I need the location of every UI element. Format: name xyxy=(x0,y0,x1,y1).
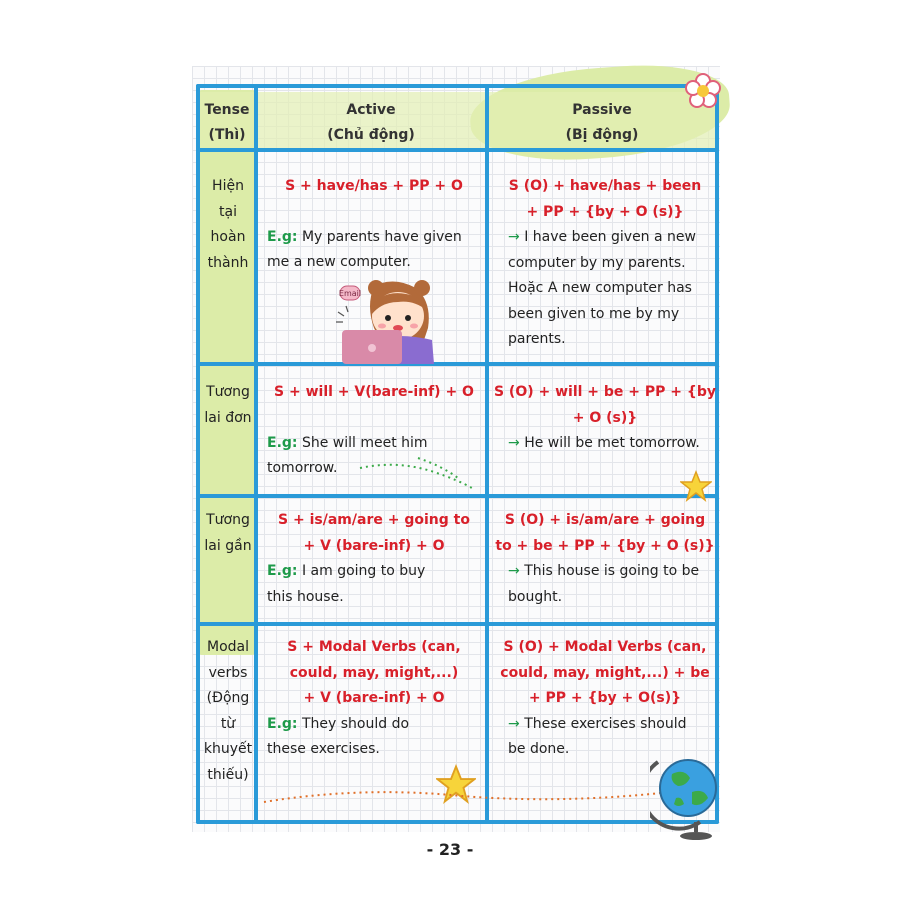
passive-formula-line: to + be + PP + {by + O (s)} xyxy=(495,537,715,554)
girl-laptop-illustration xyxy=(334,278,438,364)
page-number: - 23 - xyxy=(426,840,474,859)
example-line: They should do xyxy=(301,715,410,732)
sticker-text: Email xyxy=(338,289,362,298)
tense-line: verbs xyxy=(208,664,248,681)
active-formula-line: + V (bare-inf) + O xyxy=(303,690,445,706)
passive-formula-line: S (O) + is/am/are + going xyxy=(504,512,706,528)
header-tense xyxy=(200,98,254,148)
flower-icon xyxy=(684,72,722,110)
arrow-icon: → xyxy=(508,715,520,732)
star-icon xyxy=(680,470,712,502)
eg-label: E.g: xyxy=(267,715,298,732)
header-tense-label: Tense xyxy=(204,102,250,118)
row2-passive xyxy=(493,380,717,457)
header-active-sub: (Chủ động) xyxy=(327,127,415,143)
example-line: parents. xyxy=(508,331,566,347)
tense-line: Tương xyxy=(206,512,250,528)
example-line: I am going to buy xyxy=(301,563,426,579)
passive-example xyxy=(493,559,717,610)
passive-formula-line: S (O) + Modal Verbs (can, xyxy=(503,639,707,655)
row3-passive xyxy=(493,508,717,610)
active-example xyxy=(262,712,486,763)
passive-formula-line: + PP + {by + O (s)} xyxy=(526,203,684,220)
arrow-icon: → xyxy=(508,229,520,245)
header-passive-label: Passive xyxy=(572,102,632,118)
table-divider-row1 xyxy=(196,362,719,366)
active-formula-line: S + is/am/are + going to xyxy=(278,512,470,528)
example-line: Hoặc A new computer has xyxy=(508,280,692,296)
row4-active xyxy=(262,635,486,763)
row2-tense xyxy=(200,380,256,431)
passive-formula-line: could, may, might,...) + be xyxy=(500,664,710,681)
tense-line: Modal xyxy=(207,639,249,655)
active-formula: S + have/has + PP + O xyxy=(285,178,463,194)
globe-icon xyxy=(650,756,720,842)
tense-line: Hiện xyxy=(212,178,244,194)
tense-line: tại xyxy=(219,203,237,220)
passive-formula-line: S (O) + have/has + been xyxy=(508,178,702,194)
example-line: He will be met tomorrow. xyxy=(524,435,700,451)
arrow-icon: → xyxy=(508,563,520,579)
passive-example xyxy=(493,431,717,457)
table-border-bottom xyxy=(196,820,719,824)
row4-passive xyxy=(493,635,717,763)
tense-line: thành xyxy=(207,254,249,271)
header-tense-sub: (Thì) xyxy=(208,127,246,143)
tense-line: lai gần xyxy=(204,537,252,554)
active-formula: S + will + V(bare-inf) + O xyxy=(274,384,474,400)
row1-active xyxy=(262,174,486,276)
eg-label: E.g: xyxy=(267,563,298,579)
row4-tense xyxy=(200,635,256,788)
example-line: She will meet him xyxy=(301,434,428,451)
example-line: computer by my parents. xyxy=(508,254,686,271)
tense-line: hoàn xyxy=(210,229,246,245)
active-formula-line: S + Modal Verbs (can, xyxy=(287,639,461,655)
active-formula-line: + V (bare-inf) + O xyxy=(303,537,445,554)
active-formula-line: could, may, might,...) xyxy=(289,664,459,681)
row1-tense xyxy=(200,174,256,276)
example-line: This house is going to be xyxy=(524,563,700,579)
tense-line: khuyết xyxy=(203,741,253,757)
passive-formula-line: S (O) + will + be + PP + {by xyxy=(493,384,717,400)
passive-formula-line: + O (s)} xyxy=(572,409,638,426)
header-passive-sub: (Bị động) xyxy=(565,127,639,143)
eg-label: E.g: xyxy=(267,434,298,451)
example-line: bought. xyxy=(508,588,563,605)
table-divider-header xyxy=(196,148,719,152)
table-divider-row2 xyxy=(196,494,719,498)
row1-passive xyxy=(493,174,717,353)
table-divider-row3 xyxy=(196,622,719,626)
example-line: I have been given a new xyxy=(524,229,696,245)
example-line: be done. xyxy=(508,741,570,757)
passive-formula-line: + PP + {by + O(s)} xyxy=(528,690,682,706)
arrow-icon: → xyxy=(508,435,520,451)
example-line: this house. xyxy=(267,588,344,605)
header-active xyxy=(258,98,484,148)
passive-example xyxy=(493,225,717,353)
tense-line: Tương xyxy=(206,384,250,400)
active-example xyxy=(262,559,486,610)
tense-line: từ xyxy=(220,715,236,732)
example-line: me a new computer. xyxy=(267,254,411,270)
row3-active xyxy=(262,508,486,610)
tense-line: thiếu) xyxy=(207,766,249,783)
header-active-label: Active xyxy=(346,102,396,118)
example-line: My parents have given xyxy=(301,228,462,245)
example-line: these exercises. xyxy=(267,741,380,757)
example-line: These exercises should xyxy=(524,715,687,732)
dotted-swirl xyxy=(358,456,478,492)
example-line: tomorrow. xyxy=(267,460,338,476)
tense-line: lai đơn xyxy=(204,409,252,426)
table-border-top xyxy=(196,84,719,88)
eg-label: E.g: xyxy=(267,228,298,245)
passive-example xyxy=(493,712,717,763)
tense-line: (Động xyxy=(206,690,250,706)
dotted-swirl xyxy=(262,784,672,808)
example-line: been given to me by my xyxy=(508,305,680,322)
header-passive xyxy=(489,98,715,148)
active-example xyxy=(262,225,486,276)
row3-tense xyxy=(200,508,256,559)
